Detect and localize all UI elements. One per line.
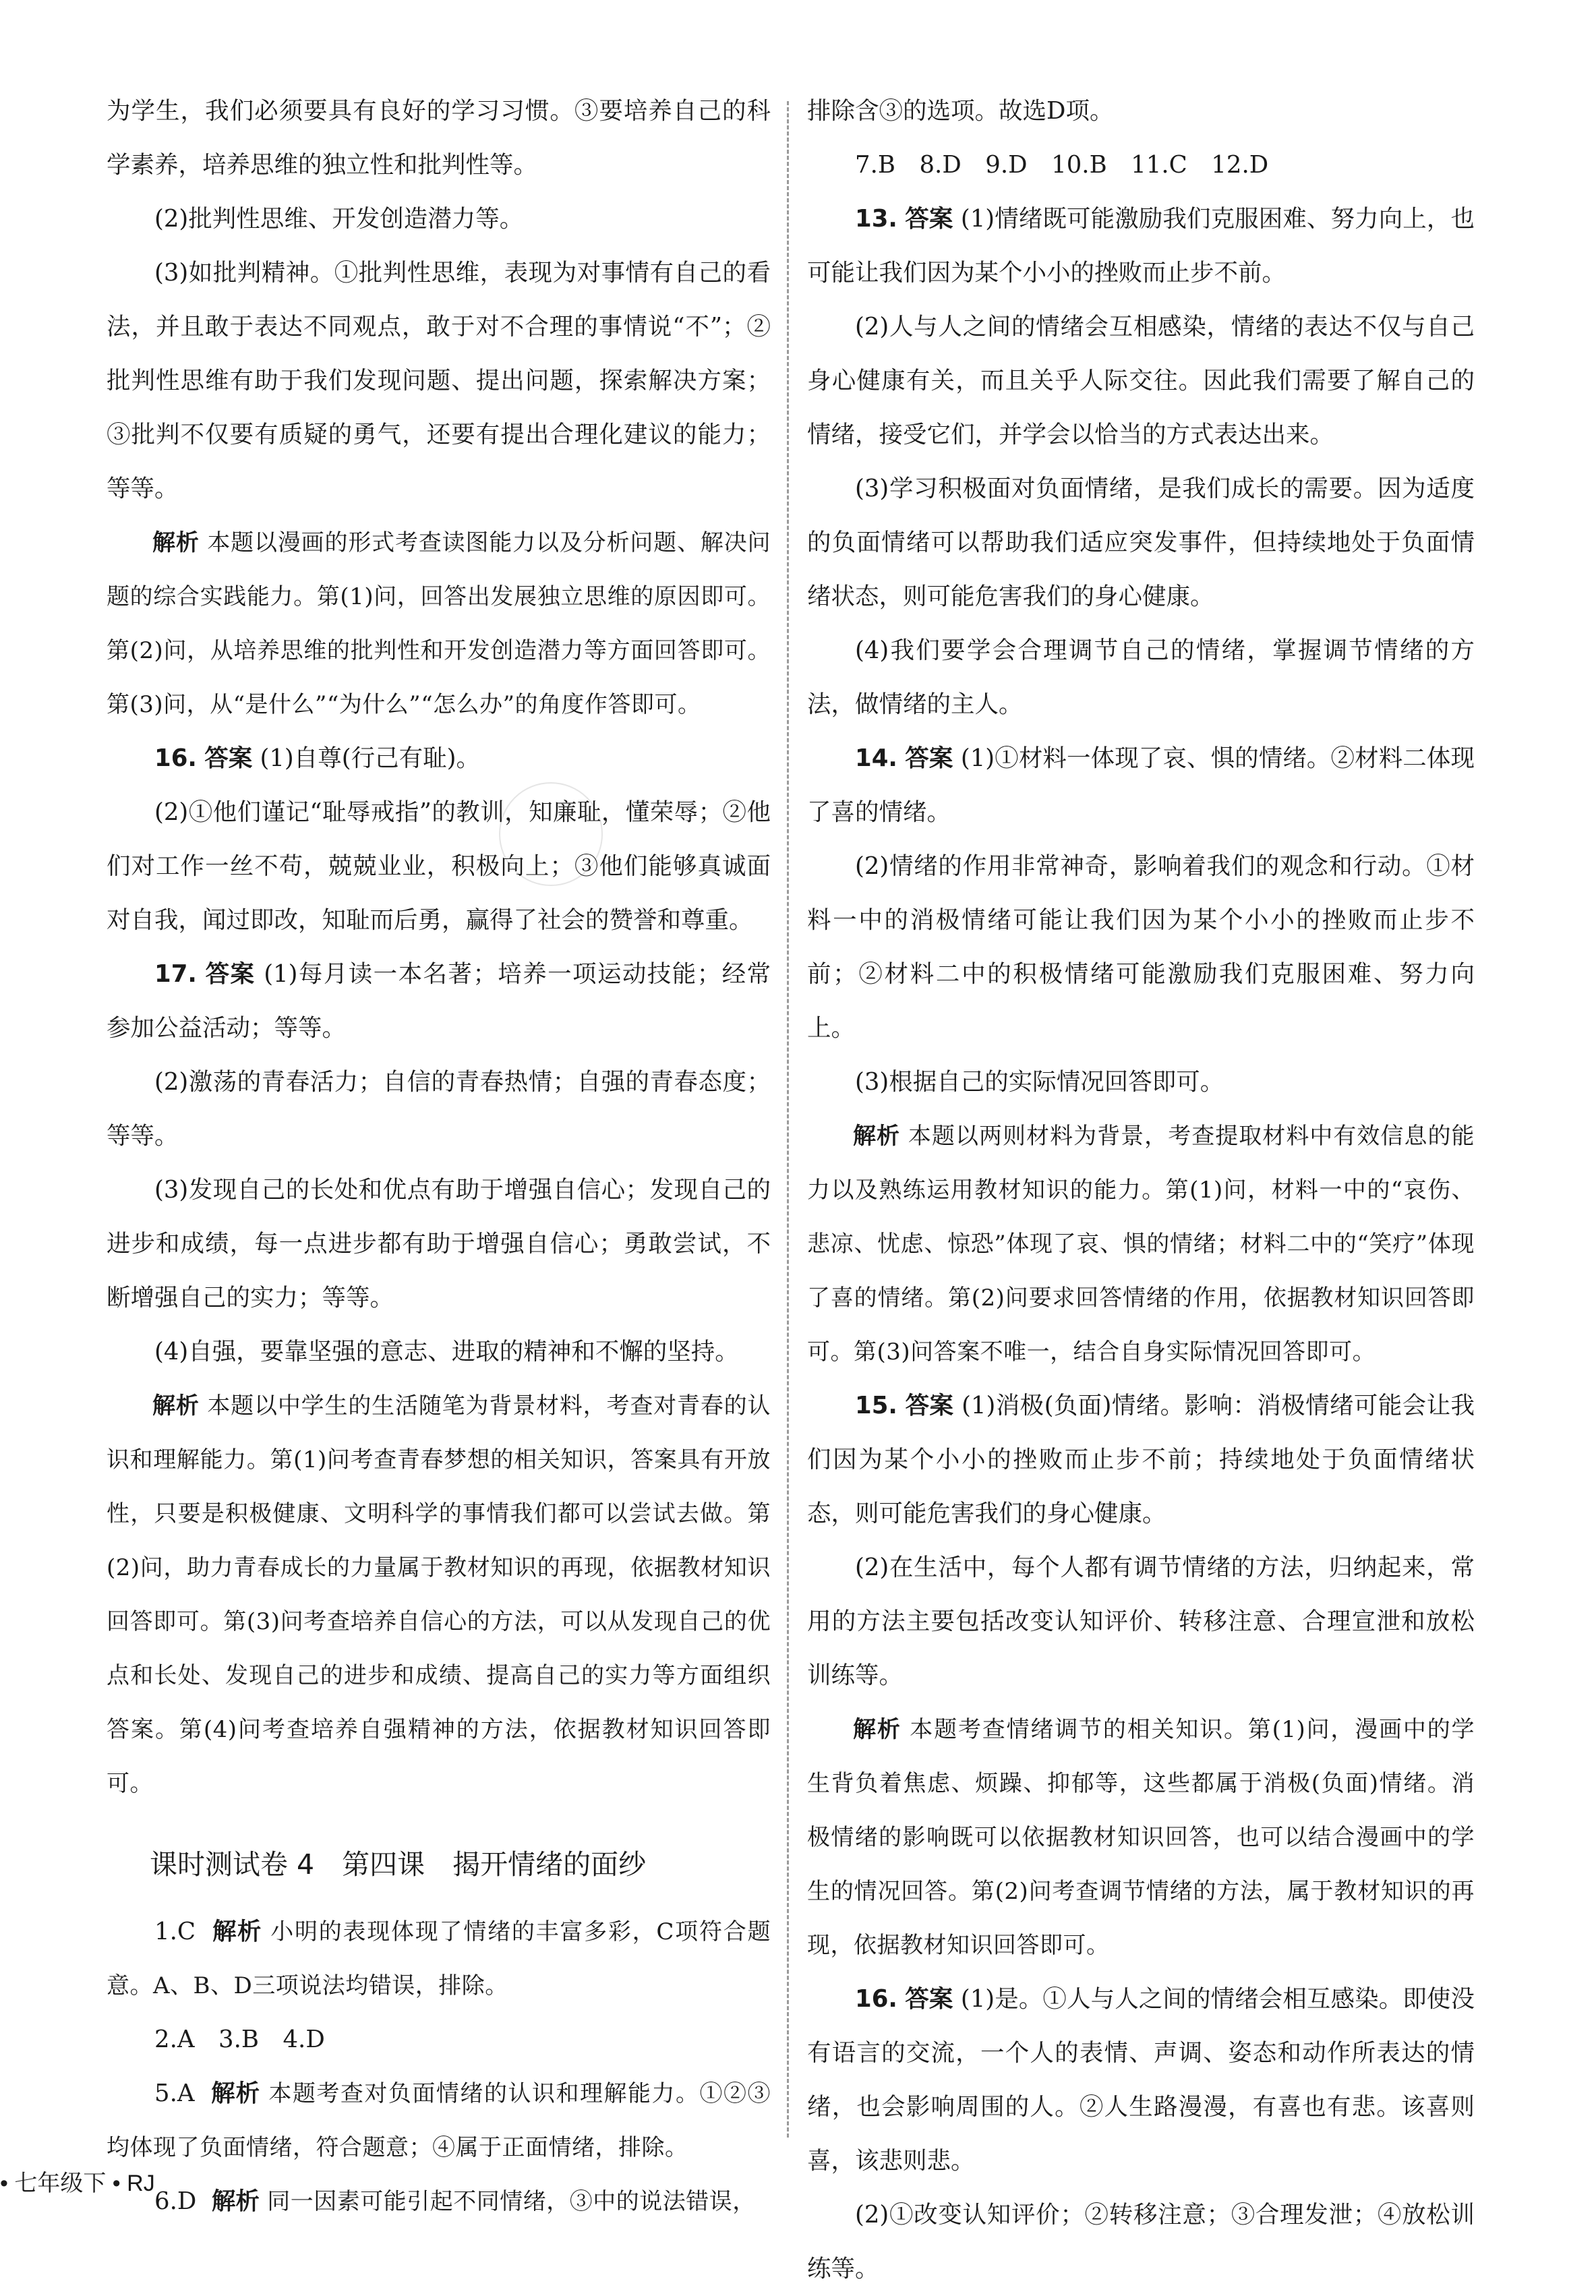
paragraph: (2)在生活中，每个人都有调节情绪的方法，归纳起来，常用的方法主要包括改变认知评价、转移注意、合理宣泄和放松训练等。 <box>807 1554 1475 1689</box>
paragraph: (4)我们要学会合理调节自己的情绪，掌握调节情绪的方法，做情绪的主人。 <box>807 637 1475 718</box>
paragraph: (3)学习积极面对负面情绪，是我们成长的需要。因为适度的负面情绪可以帮助我们适应突发事件，但持续地处于负面情绪状态，则可能危害我们的身心健康。 <box>807 475 1475 610</box>
paragraph: (2)情绪的作用非常神奇，影响着我们的观念和行动。①材料一中的消极情绪可能让我们因为某个小小的挫败而止步不前；②材料二中的积极情绪可能激励我们克服困难、努力向上。 <box>807 852 1475 1042</box>
paragraph: 排除含③的选项。故选D项。 <box>807 97 1114 125</box>
question-6 <box>107 2175 771 2229</box>
analysis-14 <box>807 1109 1475 1379</box>
analysis-text: 本题以两则材料为背景，考查提取材料中有效信息的能力以及熟练运用教材知识的能力。第(1)问，材料一中的“哀伤、悲凉、忧虑、惊恐”体现了哀、惧的情绪；材料二中的“笑疗”体现了喜的情绪。第(2)问要求回答情绪的作用，依据教材知识回答即可。第(3)问答案不唯一，结合自身实际情况回答即可。 <box>807 1123 1475 1365</box>
answer-label: 答案 <box>205 960 256 988</box>
right-column <box>807 84 1475 2296</box>
analysis-label: 解析 <box>853 1123 901 1150</box>
question-number: 16. <box>855 1985 897 2013</box>
analysis-label: 解析 <box>211 2080 261 2107</box>
question-15 <box>807 1379 1475 1541</box>
paragraph: (3)如批判精神。①批判性思维，表现为对事情有自己的看法，并且敢于表达不同观点，敢于对不合理的事情说“不”；②批判性思维有助于我们发现问题、提出问题，探索解决方案；③批判不仅要有质疑的勇气，还要有提出合理化建议的能力；等等。 <box>107 259 771 502</box>
column-divider <box>787 101 789 2138</box>
question-number: 14. <box>855 744 897 772</box>
answers-2-4: 2.A 3.B 4.D <box>154 2026 325 2053</box>
analysis-text: 本题以中学生的生活随笔为背景材料，考查对青春的认识和理解能力。第(1)问考查青春梦想的相关知识，答案具有开放性，只要是积极健康、文明科学的事情我们都可以尝试去做。第(2)问，助力青春成长的力量属于教材知识的再现，依据教材知识回答即可。第(3)问考查培养自信心的方法，可以从发现自己的优点和长处、发现自己的进步和成绩、提高自己的实力等方面组织答案。第(4)问考查培养自强精神的方法，依据教材知识回答即可。 <box>107 1392 771 1797</box>
answer-label: 答案 <box>905 744 953 772</box>
question-1 <box>107 1905 771 2013</box>
question-number: 13. <box>855 205 897 233</box>
analysis-15-right <box>807 1703 1475 1972</box>
answer-text: (1)①材料一体现了哀、惧的情绪。②材料二体现了喜的情绪。 <box>807 744 1475 826</box>
answer-label: 答案 <box>905 1985 953 2013</box>
answer-label: 答案 <box>204 744 253 772</box>
question-number: 5.A <box>154 2080 195 2107</box>
question-number: 17. <box>154 960 197 988</box>
analysis-15 <box>107 516 771 732</box>
analysis-text: 本题以漫画的形式考查读图能力以及分析问题、解决问题的综合实践能力。第(1)问，回答出发展独立思维的原因即可。第(2)问，从培养思维的批判性和开发创造潜力等方面回答即可。第(3)问，从“是什么”“为什么”“怎么办”的角度作答即可。 <box>107 529 771 718</box>
answers-7-12: 7.B 8.D 9.D 10.B 11.C 12.D <box>855 151 1269 179</box>
question-number: 16. <box>154 744 197 772</box>
paragraph: (3)发现自己的长处和优点有助于增强自信心；发现自己的进步和成绩，每一点进步都有助于增强自信心；勇敢尝试，不断增强自己的实力；等等。 <box>107 1176 771 1312</box>
answer-text: (1)消极(负面)情绪。影响：消极情绪可能会让我们因为某个小小的挫败而止步不前；持续地处于负面情绪状态，则可能危害我们的身心健康。 <box>807 1392 1475 1527</box>
question-16 <box>107 732 771 786</box>
answer-label: 答案 <box>905 205 953 233</box>
analysis-text: 同一因素可能引起不同情绪，③中的说法错误， <box>267 2188 756 2215</box>
answer-text: (1)每月读一本名著；培养一项运动技能；经常参加公益活动；等等。 <box>107 960 771 1042</box>
paragraph: (2)激荡的青春活力；自信的青春热情；自强的青春态度；等等。 <box>107 1068 771 1150</box>
question-5 <box>107 2067 771 2175</box>
paragraph: (2)①他们谨记“耻辱戒指”的教训，知廉耻，懂荣辱；②他们对工作一丝不苟，兢兢业业，积极向上；③他们能够真诚面对自我，闻过即改，知耻而后勇，赢得了社会的赞誉和尊重。 <box>107 798 771 934</box>
paragraph: 为学生，我们必须要具有良好的学习习惯。③要培养自己的科学素养，培养思维的独立性和批判性等。 <box>107 97 771 179</box>
analysis-label: 解析 <box>152 1392 200 1419</box>
answer-text: (1)自尊(行己有耻)。 <box>260 744 480 772</box>
analysis-17 <box>107 1379 771 1811</box>
paragraph: (2)人与人之间的情绪会互相感染，情绪的表达不仅与自己身心健康有关，而且关乎人际交往。因此我们需要了解自己的情绪，接受它们，并学会以恰当的方式表达出来。 <box>807 313 1475 448</box>
analysis-text: 本题考查对负面情绪的认识和理解能力。①②③均体现了负面情绪，符合题意；④属于正面情绪，排除。 <box>107 2080 771 2161</box>
question-number: 6.D <box>154 2187 197 2215</box>
paragraph: (4)自强，要靠坚强的意志、进取的精神和不懈的坚持。 <box>154 1338 739 1365</box>
paragraph: (2)①改变认知评价；②转移注意；③合理发泄；④放松训练等。 <box>807 2201 1475 2283</box>
answer-label: 答案 <box>905 1392 954 1419</box>
analysis-label: 解析 <box>212 1918 262 1945</box>
paragraph: (3)根据自己的实际情况回答即可。 <box>855 1068 1224 1096</box>
answer-text: (1)情绪既可能激励我们克服困难、努力向上，也可能让我们因为某个小小的挫败而止步不前。 <box>807 205 1475 287</box>
analysis-text: 小明的表现体现了情绪的丰富多彩，C项符合题意。A、B、D三项说法均错误，排除。 <box>107 1918 771 1999</box>
section-heading: 课时测试卷 4 第四课 揭开情绪的面纱 <box>150 1848 647 1881</box>
question-14 <box>807 732 1475 840</box>
question-number: 15. <box>855 1392 897 1419</box>
question-17 <box>107 947 771 1055</box>
question-number: 1.C <box>154 1918 196 1945</box>
page-footer: • 七年级下 • RJ <box>0 2171 155 2196</box>
answer-text: (1)是。①人与人之间的情绪会相互感染。即使没有语言的交流，一个人的表情、声调、姿态和动作所表达的情绪，也会影响周围的人。②人生路漫漫，有喜也有悲。该喜则喜，该悲则悲。 <box>807 1985 1475 2175</box>
analysis-label: 解析 <box>152 529 200 556</box>
analysis-label: 解析 <box>853 1716 902 1743</box>
question-13 <box>807 192 1475 300</box>
paragraph: (2)批判性思维、开发创造潜力等。 <box>154 205 524 233</box>
analysis-label: 解析 <box>211 2187 260 2215</box>
question-16-right <box>807 1972 1475 2188</box>
left-column <box>107 84 771 2229</box>
analysis-text: 本题考查情绪调节的相关知识。第(1)问，漫画中的学生背负着焦虑、烦躁、抑郁等，这些都属于消极(负面)情绪。消极情绪的影响既可以依据教材知识回答，也可以结合漫画中的学生的情况回答。第(2)问考查调节情绪的方法，属于教材知识的再现，依据教材知识回答即可。 <box>807 1716 1475 1959</box>
